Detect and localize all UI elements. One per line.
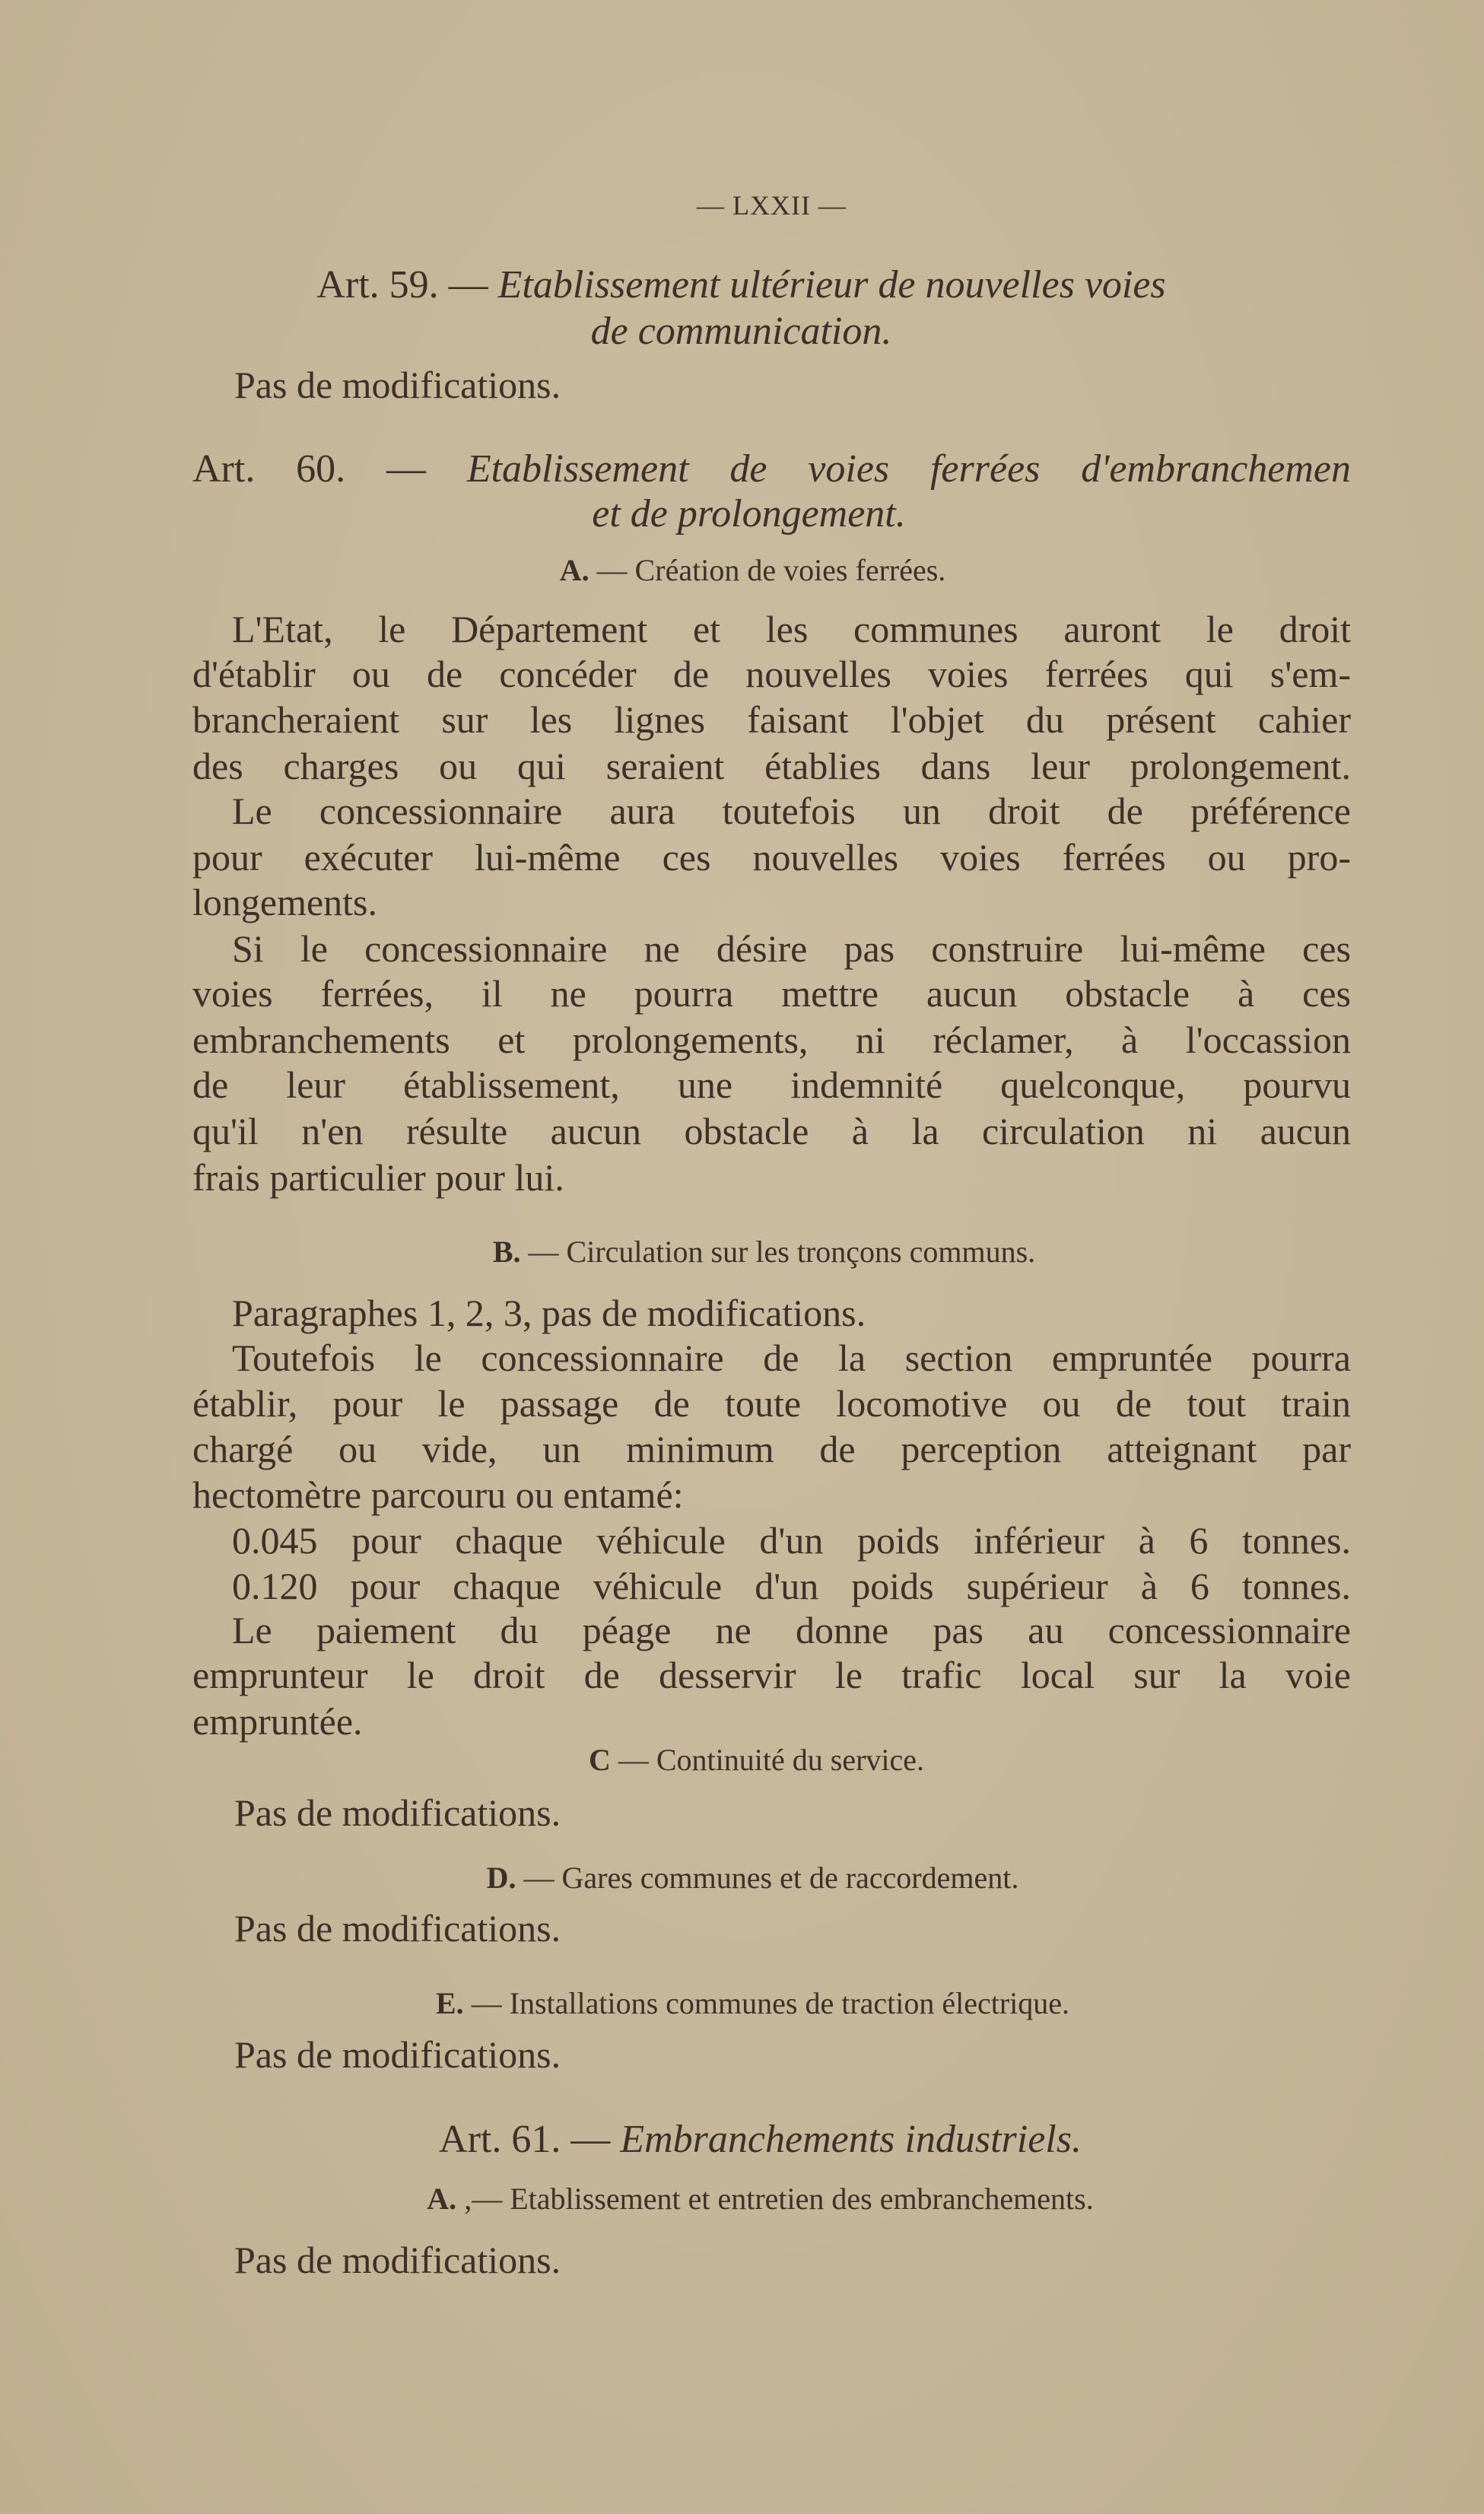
page-number: — LXXII —: [697, 190, 847, 221]
art59-title: Etablissement ultérieur de nouvelles voies: [497, 263, 1166, 307]
art60-title: Etablissement de voies ferrées d'embranchemen: [466, 447, 1352, 491]
section-title: — Gares communes et de raccordement.: [523, 1861, 1019, 1895]
section-letter: A.: [427, 2182, 457, 2216]
text-line: voies ferrées, il ne pourra mettre aucun obstacle à ces: [192, 972, 1351, 1015]
art61-title: Embranchements industriels.: [620, 2118, 1082, 2161]
section-letter: E.: [435, 1986, 464, 2020]
art59-title-cont: de communication.: [590, 310, 892, 353]
section-title: — Installations communes de traction électrique.: [471, 1986, 1070, 2020]
section-title: ,— Etablissement et entretien des embranchements.: [464, 2182, 1094, 2216]
text-line: d'établir ou de concéder de nouvelles voies ferrées qui s'em-: [192, 653, 1351, 695]
section-c-body: Pas de modifications.: [234, 1791, 561, 1834]
section-title: — Continuité du service.: [618, 1743, 925, 1777]
art59-label: Art. 59. —: [316, 263, 488, 307]
section-e-heading: [173, 1981, 1332, 2026]
text-line: qu'il n'en résulte aucun obstacle à la circulation ni aucun: [192, 1110, 1351, 1152]
art60-title-cont: et de prolongement.: [592, 492, 906, 536]
art59-heading: [162, 262, 1320, 308]
text-line: chargé ou vide, un minimum de perception atteignant par: [192, 1428, 1351, 1470]
text-line: des charges ou qui seraient établies dans leur prolongement.: [192, 745, 1351, 787]
art60-label: Art. 60. —: [192, 447, 426, 491]
text-line: longements.: [192, 881, 378, 923]
section-d-body: Pas de modifications.: [234, 1907, 561, 1950]
section-b-heading: [185, 1229, 1343, 1275]
art61-label: Art. 61. —: [439, 2118, 611, 2161]
text-line: embranchements et prolongements, ni réclamer, à l'occassion: [192, 1019, 1351, 1061]
text-line: Toutefois le concessionnaire de la section empruntée pourra: [232, 1336, 1351, 1379]
art61-section-a-heading: [181, 2176, 1339, 2222]
text-line: 0.045 pour chaque véhicule d'un poids inférieur à 6 tonnes.: [232, 1519, 1351, 1562]
section-a-heading: [173, 548, 1332, 593]
text-line: hectomètre parcouru ou entamé:: [192, 1473, 684, 1516]
art60-heading: [192, 447, 1351, 492]
section-title: — Création de voies ferrées.: [596, 553, 946, 587]
document-page: [192, 0, 1351, 2514]
section-title: — Circulation sur les tronçons communs.: [528, 1235, 1036, 1269]
text-line: frais particulier pour lui.: [192, 1156, 564, 1199]
section-d-heading: [173, 1855, 1332, 1901]
section-letter: B.: [492, 1235, 521, 1269]
text-line: pour exécuter lui-même ces nouvelles voies ferrées ou pro-: [192, 836, 1351, 879]
section-letter: A.: [559, 553, 589, 587]
section-e-body: Pas de modifications.: [234, 2033, 561, 2076]
art61-heading: [181, 2117, 1339, 2163]
section-letter: C: [588, 1743, 611, 1777]
text-line: Le concessionnaire aura toutefois un droit de préférence: [232, 790, 1351, 832]
text-line: Si le concessionnaire ne désire pas construire lui-même ces: [232, 927, 1351, 970]
text-line: Le paiement du péage ne donne pas au concessionnaire: [232, 1609, 1351, 1651]
section-c-heading: [177, 1737, 1336, 1783]
text-line: de leur établissement, une indemnité quelconque, pourvu: [192, 1063, 1351, 1106]
text-line: emprunteur le droit de desservir le trafic local sur la voie: [192, 1654, 1351, 1696]
text-line: brancheraient sur les lignes faisant l'objet du présent cahier: [192, 698, 1351, 741]
text-line: Paragraphes 1, 2, 3, pas de modifications.: [232, 1292, 866, 1334]
art61-section-a-body: Pas de modifications.: [234, 2239, 561, 2281]
text-line: empruntée.: [192, 1700, 363, 1743]
text-line: établir, pour le passage de toute locomotive ou de tout train: [192, 1382, 1351, 1425]
section-letter: D.: [486, 1861, 516, 1895]
text-line: 0.120 pour chaque véhicule d'un poids supérieur à 6 tonnes.: [232, 1565, 1351, 1607]
art59-body: Pas de modifications.: [234, 364, 561, 406]
text-line: L'Etat, le Département et les communes auront le droit: [232, 608, 1351, 650]
